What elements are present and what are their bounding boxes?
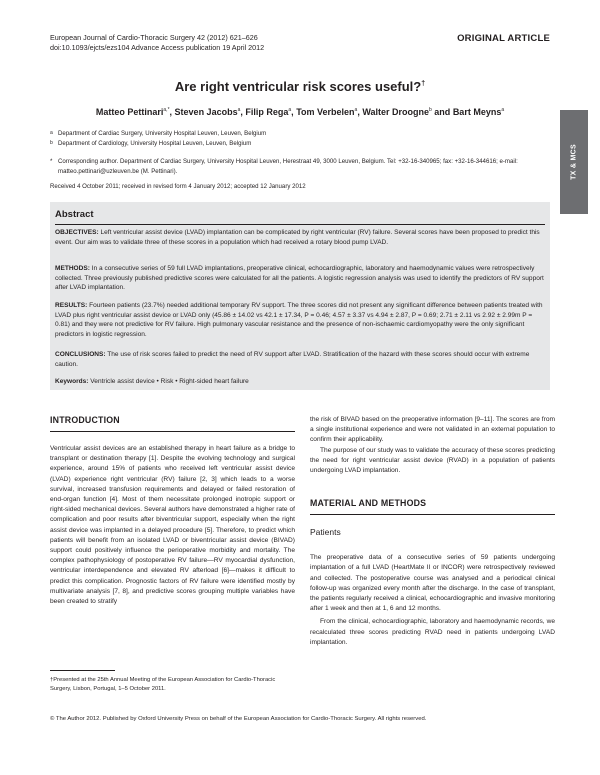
- received-dates: Received 4 October 2011; received in revised form 4 January 2012; accepted 12 January 2012: [50, 183, 306, 190]
- journal-citation: European Journal of Cardio-Thoracic Surgery 42 (2012) 621–626: [50, 33, 258, 42]
- author: Bart Meyns$^a$: [452, 107, 505, 117]
- introduction-paragraph: the risk of BIVAD based on the preoperative information [9–11]. The scores are from a single institutional experience and were not validated in an external population to confirm their applicability.: [310, 416, 555, 444]
- presentation-footnote: †Presented at the 25th Annual Meeting of the European Association for Cardio-Thoracic Surgery, Lisbon, Portugal, 1–5 October 2011.: [50, 677, 276, 692]
- author-list: [50, 107, 550, 117]
- abstract-keywords: Keywords: Ventricle assist device • Risk • Right-sided heart failure: [55, 378, 249, 385]
- methods-paragraph: The preoperative data of a consecutive series of 59 patients undergoing implantation of a full LVAD (HeartMate II or INCOR) were retrospectively reviewed and collected. The postoperative course was analysed and a periodical clinical follow-up was organized every month after the discharge. In the case of transplant, the patients regularly received a clinical, echocardiographic and invasive monitoring after 1 week and then at 1, 6 and 12 months.: [310, 554, 555, 613]
- abstract-methods: METHODS: In a consecutive series of 59 full LVAD implantations, preoperative clinical, echocardiographic, laboratory and haemodynamic values were retrospectively collected. Three previously published predictive scores were calculated for all the patients. A logistic regression analysis was used to identify the predictors of RV support after LVAD implantation.: [55, 265, 544, 292]
- copyright-footer: © The Author 2012. Published by Oxford University Press on behalf of the European Association for Cardio-Thoracic Surgery. All rights reserved.: [50, 716, 427, 722]
- methods-paragraph: From the clinical, echocardiographic, laboratory and haemodynamic records, we recalculated three scores predicting RVAD need in patients undergoing LVAD implantation.: [310, 618, 555, 646]
- doi-line: doi:10.1093/ejcts/ezs104 Advance Access publication 19 April 2012: [50, 43, 265, 52]
- right-column: [310, 415, 555, 648]
- side-tab-label: TX & MCS: [570, 144, 578, 180]
- author: Tom Verbelen$^a$,: [296, 107, 363, 117]
- introduction-divider: [50, 431, 295, 432]
- author: Matteo Pettinari$^{a,*}$,: [95, 107, 175, 117]
- corresponding-author: [50, 157, 540, 176]
- abstract-box: [50, 202, 550, 390]
- affiliation: b Department of Cardiology, University Hospital Leuven, Leuven, Belgium: [50, 139, 252, 147]
- introduction-paragraph: Ventricular assist devices are an established therapy in heart failure as a bridge to transplant or destination therapy [1]. Despite the evolving technology and surgical experience, around 15% of patients who received left ventricular assist device (LVAD) experience right ventricular (RV) failure [2, 3] which leads to a worse survival, increased transfusion requirements and delayed or failed restoration of end-organ function [4]. Most of them necessitate prolonged inotropic support or right-sided mechanical devices. Several authors have demonstrated a higher rate of complication and poor results after biventricular support, especially when the right assist device was implanted in a delayed procedure [5]. Therefore, to predict which patients will benefit from an isolated LVAD or biventricular assist device (BIVAD) support could positively influence the perioperative morbidity and mortality. The complex pathophysiology of postoperative RV failure—RV myocardial dysfunction, ventricular interdependence and elevated RV afterload [6]—makes it difficult to predict this complication. Prognostic factors of RV failure were identified mostly by multivariate analysis [7, 8], and predictive scores grouping multiple variables have been created to stratify: [50, 445, 295, 606]
- affiliations: [50, 129, 545, 148]
- abstract-results: RESULTS: Fourteen patients (23.7%) needed additional temporary RV support. The three scores did not present any significant difference between patients treated with LVAD plus right ventricular assist device or LVAD only (45.86 ± 14.02 vs 42.1 ± 17.34, P = 0.46; 4.57 ± 3.37 vs 4.94 ± 2.87, P = 0.69; 2.71 ± 2.11 vs 2.92 ± 2.99m P = 0.81) and they were not predictive for RV failure. High pulmonary vascular resistance and the presence of non-ischaemic cardiomyopathy were the only significant predictors in logistic regression.: [55, 302, 543, 338]
- affiliation: a Department of Cardiac Surgery, University Hospital Leuven, Leuven, Belgium: [50, 130, 267, 137]
- section-side-tab: [560, 110, 588, 214]
- article-title: [50, 79, 550, 94]
- abstract-divider: [55, 224, 545, 225]
- author: Filip Rega$^a$,: [245, 107, 297, 117]
- abstract-objectives: OBJECTIVES: Left ventricular assist device (LVAD) implantation can be complicated by right ventricular (RV) failure. Several scores have been proposed to predict this event. Our aim was to validate three of these scores in a population which had received a rotary blood pump LVAD.: [55, 229, 540, 246]
- left-column: [50, 415, 295, 607]
- journal-header: [50, 33, 264, 53]
- abstract-conclusions: CONCLUSIONS: The use of risk scores failed to predict the need of RV support after LVAD. Stratification of the hazard with these scores should occur with extreme caution.: [55, 351, 530, 368]
- patients-subheading: Patients: [310, 527, 341, 538]
- author: Walter Droogne$^b$ and: [362, 107, 453, 117]
- article-type-label: ORIGINAL ARTICLE: [457, 33, 550, 44]
- methods-divider: [310, 514, 555, 515]
- introduction-heading: INTRODUCTION: [50, 415, 120, 425]
- abstract-heading: Abstract: [55, 209, 94, 220]
- footnote-divider: [50, 670, 115, 671]
- title-text: Are right ventricular risk scores useful?: [174, 79, 422, 94]
- corresponding-text: Corresponding author. Department of Cardiac Surgery, University Hospital Leuven, Herestraat 49, 3000 Leuven, Belgium. Tel: +32-16-340965; fax: +32-16-344616; e-mail: matteo.pettinari@uzleuven.be (M. Pettinari).: [58, 158, 518, 175]
- methods-heading: MATERIAL AND METHODS: [310, 498, 427, 509]
- introduction-paragraph: The purpose of our study was to validate the accuracy of these scores predicting the need for right ventricular assist device (RVAD) in a population of patients undergoing LVAD implantation.: [310, 446, 555, 475]
- corresponding-mark: *: [50, 158, 53, 165]
- author: Steven Jacobs$^a$,: [174, 107, 246, 117]
- title-footnote-mark: †: [421, 80, 426, 88]
